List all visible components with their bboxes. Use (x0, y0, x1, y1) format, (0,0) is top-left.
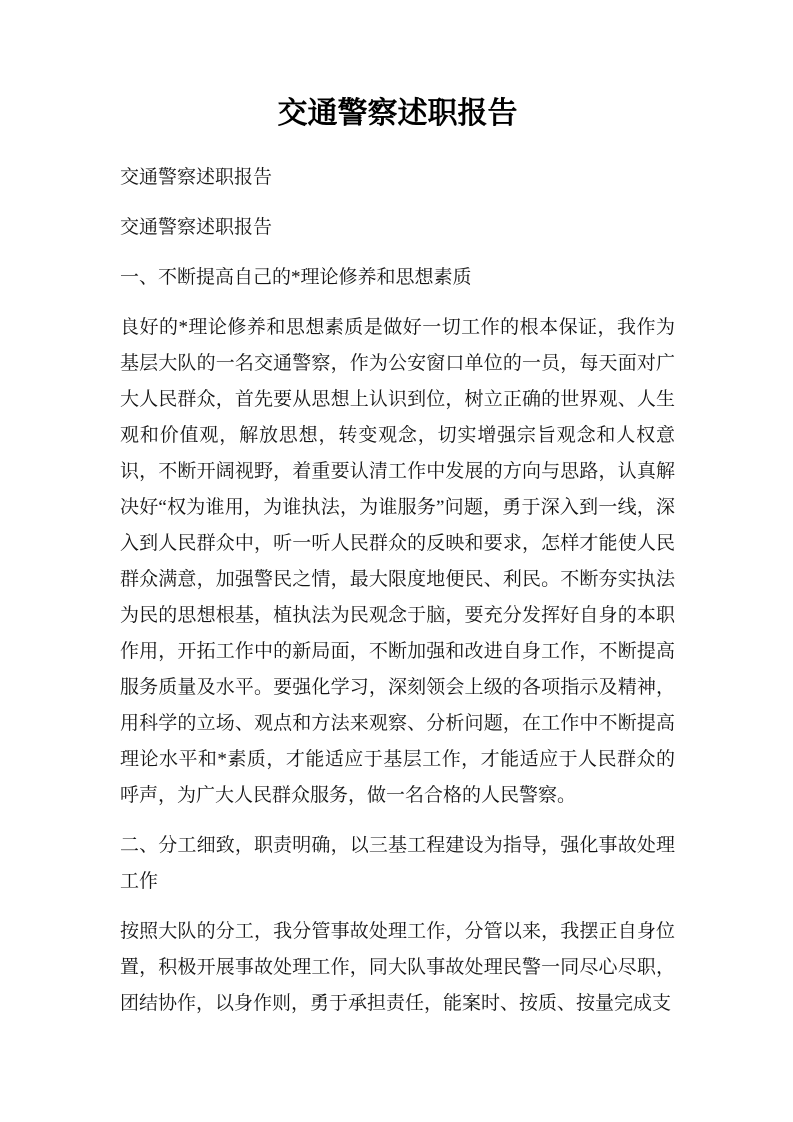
body-paragraph-1: 良好的*理论修养和思想素质是做好一切工作的根本保证，我作为基层大队的一名交通警察，作为公安窗口单位的一员，每天面对广大人民群众，首先要从思想上认识到位，树立正确的世界观、人生观和价值观，解放思想，转变观念，切实增强宗旨观念和人权意识，不断开阔视野，着重要认清工作中发展的方向与思路，认真解决好“权为谁用，为谁执法，为谁服务”问题，勇于深入到一线，深入到人民群众中，听一听人民群众的反映和要求，怎样才能使人民群众满意，加强警民之情，最大限度地便民、利民。不断夯实执法为民的思想根基，植执法为民观念于脑，要充分发挥好自身的本职作用，开拓工作中的新局面，不断加强和改进自身工作，不断提高服务质量及水平。要强化学习，深刻领会上级的各项指示及精神，用科学的立场、观点和方法来观察、分析问题，在工作中不断提高理论水平和*素质，才能适应于基层工作，才能适应于人民群众的呼声，为广大人民群众服务，做一名合格的人民警察。 (120, 317, 675, 806)
body-paragraph-2: 按照大队的分工，我分管事故处理工作，分管以来，我摆正自身位置，积极开展事故处理工作，同大队事故处理民警一同尽心尽职，团结协作，以身作则，勇于承担责任，能案时、按质、按量完成支 (120, 921, 675, 1014)
section-heading-2: 二、分工细致，职责明确，以三基工程建设为指导，强化事故处理工作 (120, 835, 675, 892)
repeated-title-line-2: 交通警察述职报告 (120, 217, 273, 238)
document-title: 交通警察述职报告 (277, 97, 518, 130)
section-heading-1: 一、不断提高自己的*理论修养和思想素质 (120, 267, 472, 288)
repeated-title-line-1: 交通警察述职报告 (120, 167, 273, 188)
